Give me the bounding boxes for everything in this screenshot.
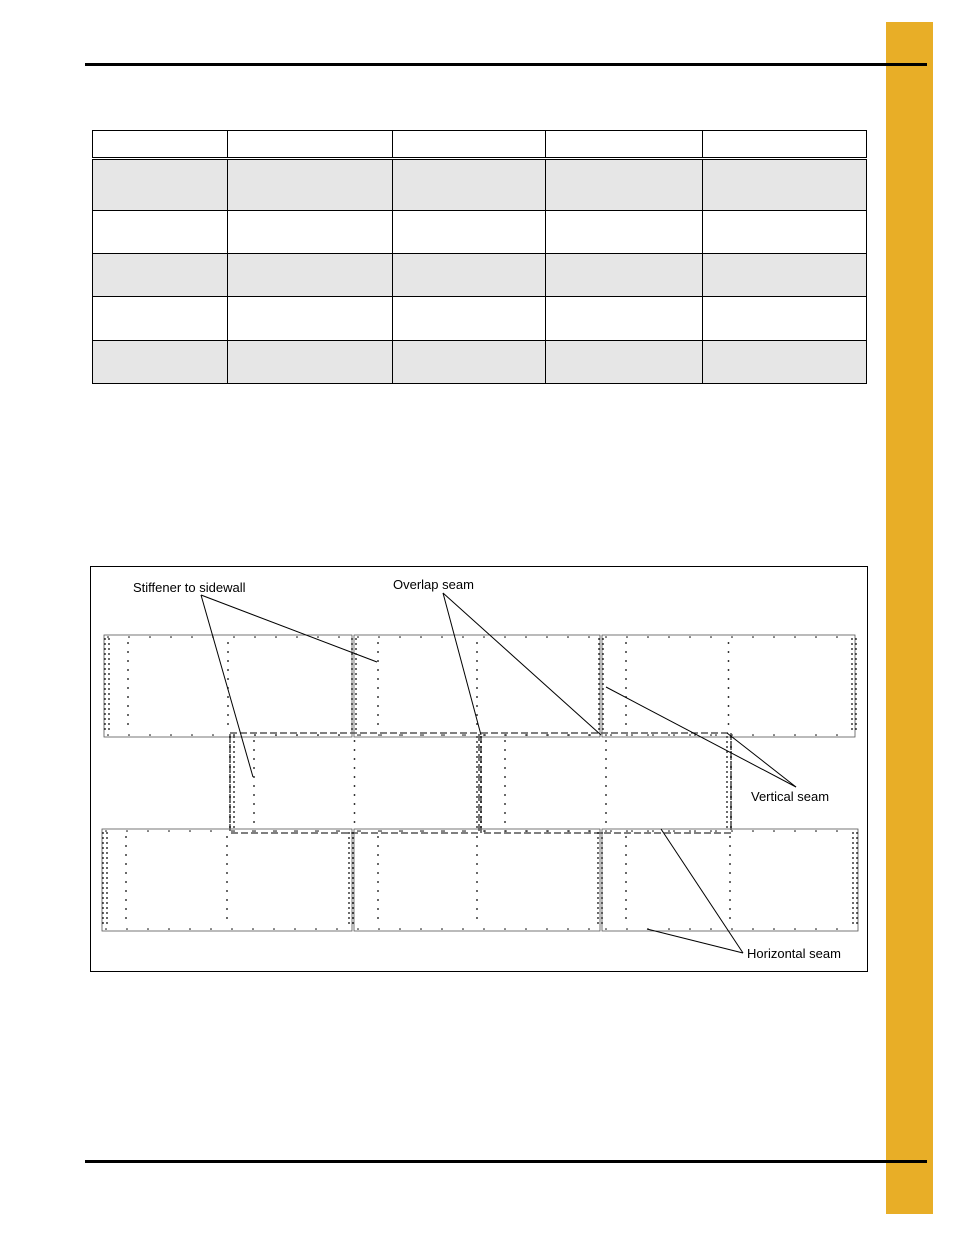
- stiffener-bolt-column: [625, 642, 627, 725]
- stiffener-bolt-column: [728, 642, 730, 725]
- table-cell: [228, 210, 393, 253]
- stiffener-bolt-column: [354, 740, 356, 823]
- sidewall-panel: [481, 733, 731, 833]
- panel-top-bolt-row: [105, 830, 338, 832]
- vertical-seam-bolts: [851, 638, 853, 730]
- stiffener-bolt-column: [476, 836, 478, 919]
- panel-top-bolt-row: [107, 636, 340, 638]
- table-header-row: [93, 131, 867, 159]
- vertical-seam-leader-line: [727, 733, 796, 787]
- table-cell: [703, 159, 867, 211]
- sidewall-panel: [602, 829, 858, 931]
- table-cell: [546, 210, 703, 253]
- panel-bottom-bolt-row: [484, 830, 717, 832]
- table-cell: [393, 210, 546, 253]
- overlap-leader-line: [443, 593, 601, 735]
- table-row: [93, 254, 867, 297]
- table-cell: [93, 210, 228, 253]
- table-cell: [93, 340, 228, 383]
- table-row: [93, 159, 867, 211]
- table-cell: [546, 254, 703, 297]
- table-cell: [228, 254, 393, 297]
- sidewall-panel: [354, 829, 600, 931]
- table-cell: [546, 159, 703, 211]
- table-cell: [703, 254, 867, 297]
- table-header-cell: [93, 131, 228, 159]
- stiffener-bolt-column: [625, 836, 627, 919]
- footer-rule: [85, 1160, 927, 1163]
- header-rule: [85, 63, 927, 66]
- table-row: [93, 340, 867, 383]
- stiffener-label: Stiffener to sidewall: [133, 580, 246, 595]
- sidewall-panel: [102, 829, 352, 931]
- table-cell: [393, 254, 546, 297]
- table-cell: [703, 210, 867, 253]
- panel-bottom-bolt-row: [605, 928, 838, 930]
- overlap-seam-label: Overlap seam: [393, 577, 474, 592]
- table-cell: [393, 340, 546, 383]
- stiffener-bolt-column: [253, 740, 255, 823]
- sidewall-panel: [602, 635, 855, 737]
- table-header-cell: [703, 131, 867, 159]
- table-cell: [546, 297, 703, 340]
- stiffener-bolt-column: [125, 836, 127, 919]
- vertical-seam-bolts: [233, 736, 235, 828]
- vertical-seam-bolts: [348, 832, 350, 924]
- vertical-seam-bolts: [106, 832, 108, 924]
- panel-bottom-bolt-row: [233, 830, 466, 832]
- table-header-cell: [393, 131, 546, 159]
- table-cell: [393, 159, 546, 211]
- panel-bottom-bolt-row: [357, 928, 590, 930]
- sidewall-panel-drawing: [91, 567, 867, 971]
- stiffener-bolt-column: [504, 740, 506, 823]
- table-row: [93, 210, 867, 253]
- vertical-seam-bolts: [355, 638, 357, 730]
- stiffener-bolt-column: [476, 642, 478, 725]
- stiffener-leader-line: [201, 595, 253, 777]
- vertical-seam-bolts: [108, 638, 110, 730]
- stiffener-bolt-column: [377, 836, 379, 919]
- sidewall-panel: [230, 733, 479, 833]
- stiffener-bolt-column: [226, 836, 228, 919]
- table-cell: [703, 340, 867, 383]
- panel-top-bolt-row: [357, 830, 590, 832]
- vertical-seam-bolts: [597, 832, 599, 924]
- table-cell: [228, 159, 393, 211]
- vertical-seam-bolts: [476, 736, 478, 828]
- chapter-side-tab: [886, 22, 933, 1214]
- panel-top-bolt-row: [605, 636, 838, 638]
- table-cell: [93, 159, 228, 211]
- sidewall-panel: [104, 635, 352, 737]
- horizontal-seam-label: Horizontal seam: [747, 946, 841, 961]
- sidewall-seam-diagram: [90, 566, 868, 972]
- table-header-cell: [546, 131, 703, 159]
- table-cell: [393, 297, 546, 340]
- table-cell: [703, 297, 867, 340]
- panel-bottom-bolt-row: [357, 734, 590, 736]
- table-row: [93, 297, 867, 340]
- table-cell: [93, 254, 228, 297]
- vertical-seam-bolts: [852, 832, 854, 924]
- vertical-seam-label: Vertical seam: [751, 789, 830, 804]
- table-cell: [546, 340, 703, 383]
- table-header-cell: [228, 131, 393, 159]
- spec-table: [92, 130, 867, 384]
- stiffener-bolt-column: [377, 642, 379, 725]
- table-cell: [228, 340, 393, 383]
- table-cell: [228, 297, 393, 340]
- horizontal-seam-leader-line: [647, 929, 743, 953]
- panel-top-bolt-row: [357, 636, 590, 638]
- stiffener-bolt-column: [227, 642, 229, 725]
- panel-bottom-bolt-row: [105, 928, 338, 930]
- panel-bottom-bolt-row: [107, 734, 340, 736]
- overlap-leader-line: [443, 593, 481, 735]
- stiffener-bolt-column: [127, 642, 129, 725]
- stiffener-bolt-column: [729, 836, 731, 919]
- panel-top-bolt-row: [605, 830, 838, 832]
- table-cell: [93, 297, 228, 340]
- stiffener-bolt-column: [605, 740, 607, 823]
- panel-top-bolt-row: [233, 734, 466, 736]
- panel-bottom-bolt-row: [605, 734, 838, 736]
